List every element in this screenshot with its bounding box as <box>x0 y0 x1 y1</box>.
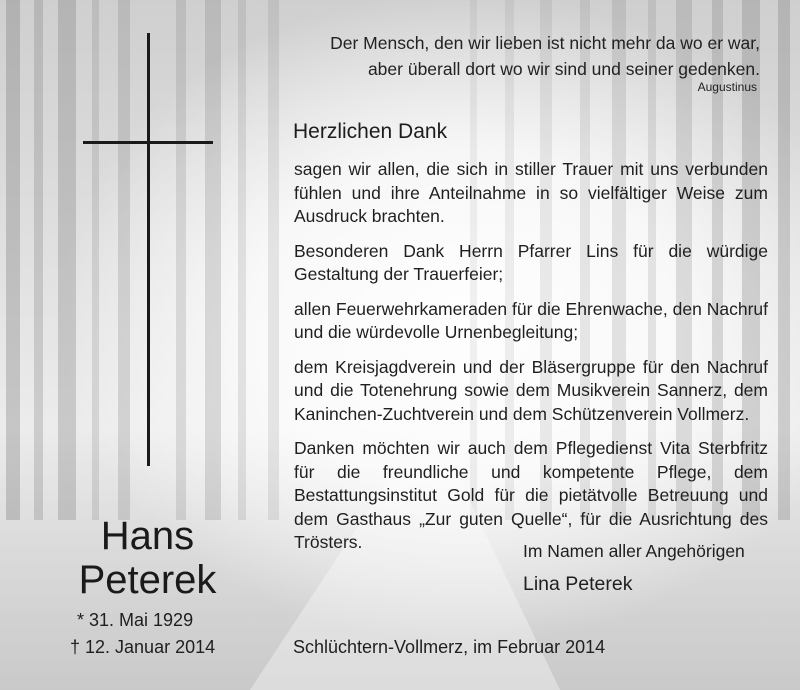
motto-line: aber überall dort wo wir sind und seiner gedenken. <box>367 59 760 79</box>
thanks-paragraph: Danken möchten wir auch dem Pflegedienst Vita Sterbfritz für die freundliche und kompetente Pflege, dem Bestattungsinstitut Gold für die pietätvolle Betreuung und dem Gasthaus „Zur guten Quelle“, für die Ausrichtung des Trösters. <box>294 438 768 552</box>
thanks-body <box>294 158 768 566</box>
thanks-paragraph: Besonderen Dank Herrn Pfarrer Lins für die würdige Gestaltung der Trauerfeier; <box>294 240 768 284</box>
place-and-date: Schlüchtern-Vollmerz, im Februar 2014 <box>293 637 606 657</box>
motto-line: Der Mensch, den wir lieben ist nicht mehr da wo er war, <box>330 33 760 53</box>
thanks-heading: Herzlichen Dank <box>293 120 448 143</box>
signature-prefix: Im Namen aller Angehörigen <box>523 541 745 561</box>
birth-date: * 31. Mai 1929 <box>77 610 194 630</box>
thanks-paragraph: dem Kreisjagdverein und der Bläsergruppe für den Nachruf und die Totenehrung sowie dem Musikverein Sannerz, dem Kaninchen-Zuchtverein und dem Schützenverein Vollmerz. <box>294 356 768 424</box>
thanks-paragraph: sagen wir allen, die sich in stiller Trauer mit uns verbunden fühlen und ihre Anteilnahme in so vielfältiger Weise zum Ausdruck brachten. <box>294 159 768 226</box>
deceased-last-name: Peterek <box>78 558 217 602</box>
motto-quote <box>300 30 760 82</box>
motto-author: Augustinus <box>697 80 757 94</box>
deceased-first-name: Hans <box>100 514 195 558</box>
signature-name: Lina Peterek <box>523 573 633 595</box>
thanks-paragraph: allen Feuerwehrkameraden für die Ehrenwache, den Nachruf und die würdevolle Urnenbegleitung; <box>294 298 768 342</box>
death-date: † 12. Januar 2014 <box>70 637 216 657</box>
